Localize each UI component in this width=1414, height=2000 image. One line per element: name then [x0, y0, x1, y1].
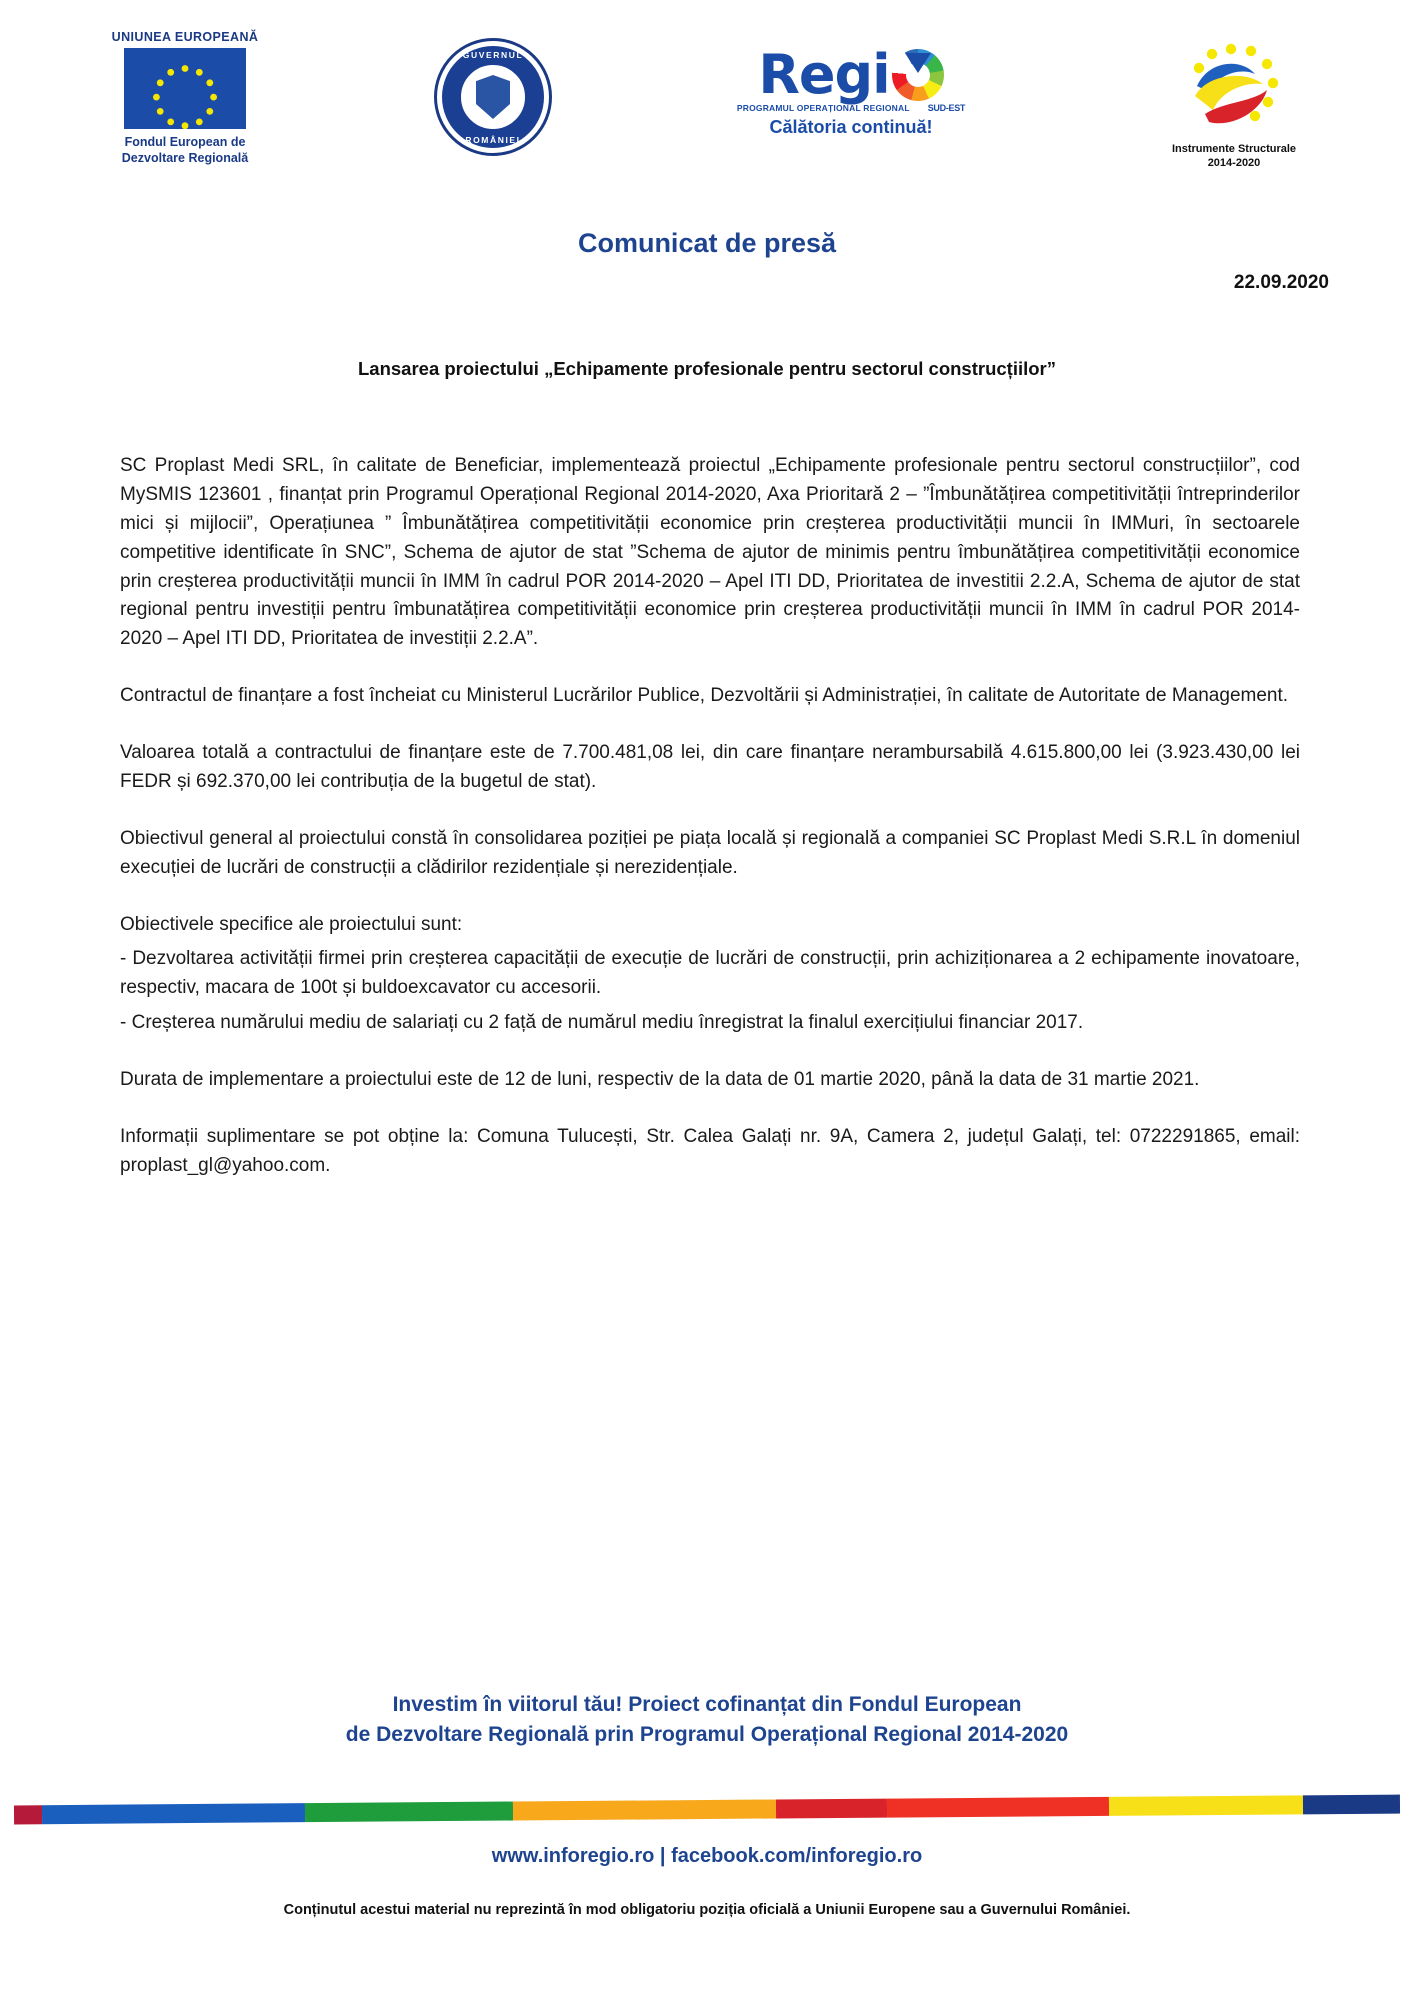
regio-tagline: Călătoria continuă! — [769, 117, 933, 137]
government-logo — [408, 30, 578, 156]
color-bar-segment — [513, 1799, 776, 1820]
color-bar-segment — [14, 1805, 42, 1824]
footer-slogan-line1: Investim în viitorul tău! Proiect cofinanțat din Fondul European — [392, 1693, 1022, 1716]
regio-region-label: SUD-EST — [927, 103, 966, 113]
paragraph: - Dezvoltarea activității firmei prin creșterea capacității de execuție de lucrări de construcții, prin achiziționarea a 2 echipamente inovatoare, respectiv, macara de 100t și buldoexcavator cu accesorii. — [120, 948, 1300, 999]
eu-logo — [70, 30, 300, 166]
footer-color-bar — [14, 1795, 1400, 1825]
paragraph: Informații suplimentare se pot obține la: Comuna Tulucești, Str. Calea Galați nr. 9A, Camera 2, județul Galați, tel: 0722291865, email: proplast_gl@yahoo.com. — [120, 1125, 1300, 1176]
structural-instruments-icon — [1179, 40, 1289, 136]
paragraph: - Creșterea numărului mediu de salariați cu 2 față de numărul mediu înregistrat la finalul exercițiului financiar 2017. — [120, 1012, 1084, 1034]
regio-wordmark-text: Regi — [758, 43, 890, 106]
regio-colorwheel-icon — [892, 49, 944, 101]
document-body — [120, 452, 1300, 1181]
footer-links[interactable]: www.inforegio.ro | facebook.com/inforegio.ro — [491, 1845, 923, 1867]
government-seal-text-top: GUVERNUL — [462, 50, 524, 60]
paragraph: SC Proplast Medi SRL, în calitate de Beneficiar, implementează proiectul „Echipamente profesionale pentru sectorul construcțiilor”, cod MySMIS 123601 , finanțat prin Programul Operațional Regional 2014-2020, Axa Prioritară 2 – ”Îmbunătățirea competitivității întreprinderilor mici și mijlocii”, Operațiunea ” Îmbunătățirea competitivității economice prin creșterea productivității muncii în IMMuri, în sectoarele competitive identificate în SNC”, Schema de ajutor de stat ”Schema de ajutor de minimis pentru îmbunătățirea competitivității economice prin creșterea productivității muncii în IMM în cadrul POR 2014-2020 – Apel ITI DD, Prioritatea de investitii 2.2.A, Schema de ajutor de stat regional pentru investiții pentru îmbunatățirea competitivității economice prin creșterea productivității muncii în IMM în cadrul POR 2014-2020 – Apel ITI DD, Prioritatea de investiții 2.2.A”. — [120, 455, 1300, 650]
government-seal-icon — [434, 38, 552, 156]
government-seal-text-bottom: ROMÂNIEI — [465, 135, 521, 145]
paragraph: Valoarea totală a contractului de finanțare este de 7.700.481,08 lei, din care finanțare nerambursabilă 4.615.800,00 lei (3.923.430,00 lei FEDR și 692.370,00 lei contribuția de la bugetul de stat). — [120, 742, 1300, 792]
structural-instruments-caption — [1172, 142, 1296, 171]
color-bar-segment — [1109, 1795, 1303, 1816]
eu-logo-caption-line2: Dezvoltare Regională — [121, 150, 249, 165]
paragraph: Contractul de finanțare a fost încheiat cu Ministerul Lucrărilor Publice, Dezvoltării și Administrației, în calitate de Autoritate de Management. — [120, 685, 1289, 707]
footer-slogan — [0, 1690, 1414, 1751]
document-subtitle: Lansarea proiectului „Echipamente profesionale pentru sectorul construcțiilor” — [357, 358, 1056, 379]
structural-instruments-caption-line2: 2014-2020 — [1207, 157, 1261, 170]
color-bar-segment — [305, 1802, 513, 1823]
structural-instruments-caption-line1: Instrumente Structurale — [1171, 143, 1297, 155]
paragraph: Obiectivul general al proiectului constă în consolidarea poziției pe piața locală și regională a companiei SC Proplast Medi S.R.L în domeniul execuției de lucrări de construcții a clădirilor rezidențiale și nerezidențiale. — [120, 827, 1300, 878]
structural-instruments-logo — [1124, 30, 1344, 171]
eu-logo-caption-line1: Fondul European de — [124, 135, 246, 149]
paragraph: Durata de implementare a proiectului este de 12 de luni, respectiv de la data de 01 martie 2020, până la data de 31 martie 2021. — [120, 1069, 1200, 1090]
color-bar-segment — [776, 1799, 887, 1819]
color-bar-segment — [42, 1803, 305, 1824]
regio-program-label: PROGRAMUL OPERAȚIONAL REGIONAL — [736, 103, 910, 113]
color-bar-segment — [887, 1797, 1109, 1818]
paragraph: Obiectivele specifice ale proiectului sunt: — [120, 913, 463, 935]
document-date: 22.09.2020 — [1233, 272, 1329, 293]
eu-logo-title: UNIUNEA EUROPEANĂ — [111, 30, 259, 44]
eu-flag-icon — [124, 48, 246, 129]
regio-logo — [686, 30, 1016, 138]
footer-slogan-line2: de Dezvoltare Regională prin Programul Operațional Regional 2014-2020 — [345, 1723, 1069, 1747]
logo-strip — [70, 30, 1344, 170]
regio-wordmark — [758, 43, 943, 106]
eu-logo-caption — [122, 135, 248, 166]
page-title: Comunicat de presă — [577, 228, 837, 258]
footer-disclaimer: Conținutul acestui material nu reprezintă în mod obligatoriu poziția oficială a Uniunii Europene sau a Guvernului României. — [283, 1902, 1131, 1918]
color-bar-segment — [1303, 1795, 1400, 1815]
regio-subtitle-row — [737, 103, 965, 113]
